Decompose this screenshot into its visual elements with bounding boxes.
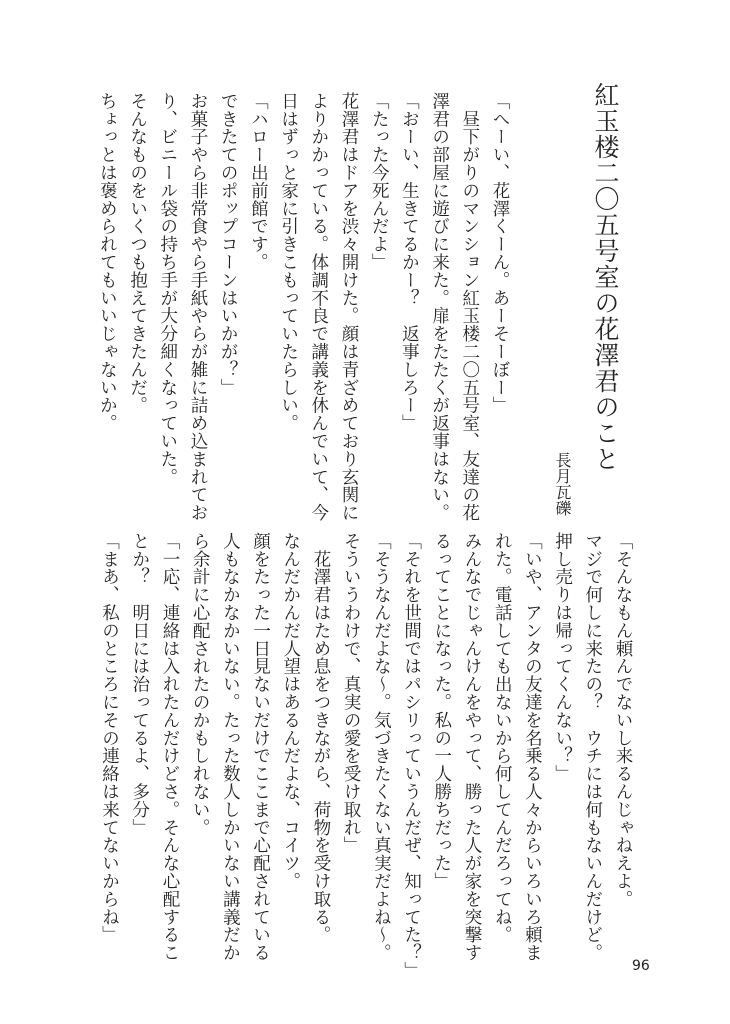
text-column: 押し売りは帰ってくんない？」 bbox=[552, 532, 573, 783]
text-column: 「へーい、花澤くーん。あーそーぼー」 bbox=[490, 92, 510, 415]
text-column: 昼下がりのマンション紅玉楼二〇五号室、友達の花 bbox=[459, 92, 480, 522]
text-column: 「ハロー出前館です。 bbox=[248, 92, 269, 271]
text-column: ちょっとは褒められてもいいじゃないか。 bbox=[97, 92, 118, 433]
text-column: お菓子やら非常食やら手紙やらが雑に詰め込まれてお bbox=[187, 92, 208, 522]
text-column: そんなものをいくつも抱えてきたんだ。 bbox=[127, 92, 148, 415]
text-column: みんなでじゃんけんをやって、勝った人が家を突撃す bbox=[461, 532, 482, 962]
text-column: 「それを世間ではパシリっていうんだぜ、知ってた？」 bbox=[401, 532, 422, 980]
text-column: マジで何しに来たの？ ウチには何もないんだけど。 bbox=[582, 532, 603, 962]
text-column: 人もなかなかいない。たった数人しかいない講義だか bbox=[220, 532, 241, 962]
page-number: 96 bbox=[632, 958, 650, 974]
author-name: 長月瓦礫 bbox=[553, 452, 572, 516]
text-column: よりかかっている。体調不良で講義を休んでいて、今 bbox=[308, 92, 329, 522]
story-title: 紅玉楼二〇五号室の花澤君のこと bbox=[591, 82, 620, 472]
text-column: 花澤君はドアを渋々開けた。顔は青ざめており玄関に bbox=[338, 92, 359, 522]
body-text-lower bbox=[94, 532, 638, 980]
text-column: 花澤君はため息をつきながら、荷物を受け取る。 bbox=[310, 532, 331, 944]
text-column: るってことになった。私の一人勝ちだった」 bbox=[431, 532, 452, 890]
text-column: 澤君の部屋に遊びに来た。扉をたたくが返事はない。 bbox=[429, 92, 450, 522]
text-column: できたてのポップコーンはいかが？」 bbox=[218, 92, 239, 397]
text-column: り、ビニール袋の持ち手が大分細くなっていた。 bbox=[157, 92, 178, 486]
text-column: 「そんなもん頼んでないし来るんじゃねえよ。 bbox=[613, 532, 633, 908]
text-column: ら余計に心配されたのかもしれない。 bbox=[190, 532, 211, 837]
text-column: 「おーい、生きてるかー？ 返事しろー」 bbox=[399, 92, 420, 433]
text-column: とか？ 明日には治ってるよ、多分」 bbox=[129, 532, 150, 837]
text-column: 顔をたった一日見ないだけでここまで心配されている bbox=[250, 532, 271, 962]
text-column: 「いや、アンタの友達を名乗る人々からいろいろ頼ま bbox=[522, 532, 543, 962]
text-column: れた。電話しても出ないから何してんだろってね。 bbox=[492, 532, 513, 944]
text-column: 「たった今死んだよ」 bbox=[369, 92, 390, 271]
text-column: そういうわけで、真実の愛を受け取れ」 bbox=[341, 532, 362, 855]
text-column: 「まあ、私のところにその連絡は来てないからね」 bbox=[99, 532, 120, 944]
body-text-upper bbox=[92, 92, 515, 522]
text-column: なんだかんだ人望はあるんだよな、コイツ。 bbox=[280, 532, 301, 890]
text-column: 「一応、連絡は入れたんだけどさ。そんな心配するこ bbox=[159, 532, 180, 962]
text-column: 「そうなんだよな～。気づきたくない真実だよね～。 bbox=[371, 532, 392, 962]
text-column: 日はずっと家に引きこもっていたらしい。 bbox=[278, 92, 299, 433]
